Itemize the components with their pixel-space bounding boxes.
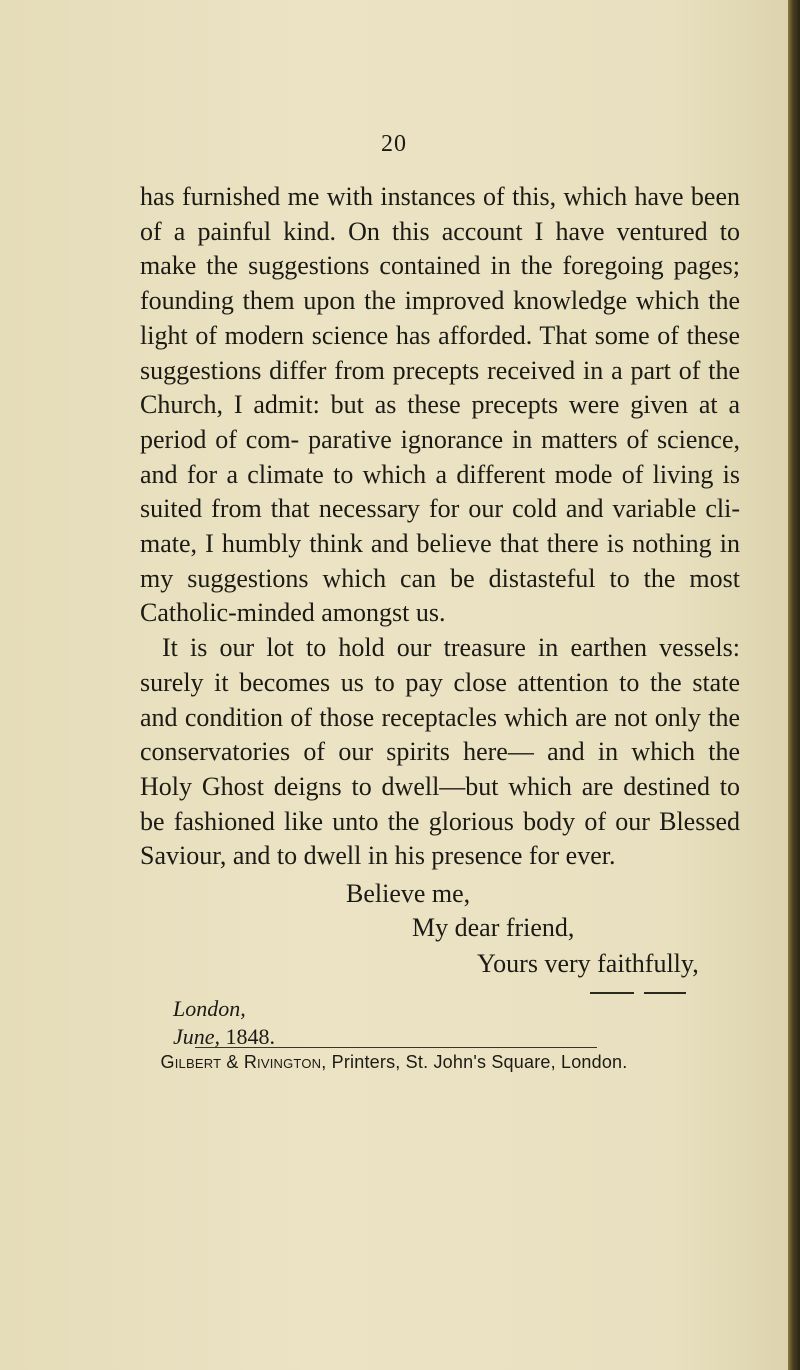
imprint-printer-1: Gilbert <box>160 1052 222 1072</box>
imprint-ampersand: & <box>226 1052 239 1072</box>
signature-rule-right <box>644 992 686 994</box>
page-edge-shadow <box>788 0 800 1370</box>
dateline-month: June, <box>173 1024 221 1049</box>
closing-line-dear-friend: My dear friend, <box>412 913 575 942</box>
page-number: 20 <box>381 131 407 157</box>
dateline-place: London, <box>173 996 246 1021</box>
letter-body <box>140 180 740 874</box>
closing-line-believe-me: Believe me, <box>346 879 471 908</box>
dateline-year: 1848. <box>225 1024 276 1049</box>
signature-rule-left <box>590 992 634 994</box>
imprint-printer-2: Rivington, <box>243 1052 327 1072</box>
printer-imprint <box>0 1052 788 1073</box>
paragraph-2: It is our lot to hold our treasure in earthen vessels: surely it becomes us to pay close attention to the state and condition of those receptacles which are not only the conservatories of our spirits here— and in which the Holy Ghost deigns to dwell—but which are destined to be fashioned like unto the glorious body of our Blessed Saviour, and to dwell in his presence for ever. <box>140 633 740 871</box>
paragraph-1: has furnished me with instances of this, which have been of a painful kind. On this account I have ventured to make the suggestions contained in the foregoing pages; founding them upon the improved knowledge which the light of modern science has afforded. That some of these suggestions differ from precepts received in a part of the Church, I admit: but as these precepts were given at a period of com- parative ignorance in matters of science, and for a climate to which a different mode of living is suited from that necessary for our cold and variable cli- mate, I humbly think and believe that there is nothing in my suggestions which can be distasteful to the most Catholic-minded amongst us. <box>140 182 740 628</box>
imprint-rule <box>195 1047 597 1048</box>
imprint-address: Printers, St. John's Square, London. <box>331 1052 628 1072</box>
closing-line-signature: Yours very faithfully, <box>477 949 699 978</box>
